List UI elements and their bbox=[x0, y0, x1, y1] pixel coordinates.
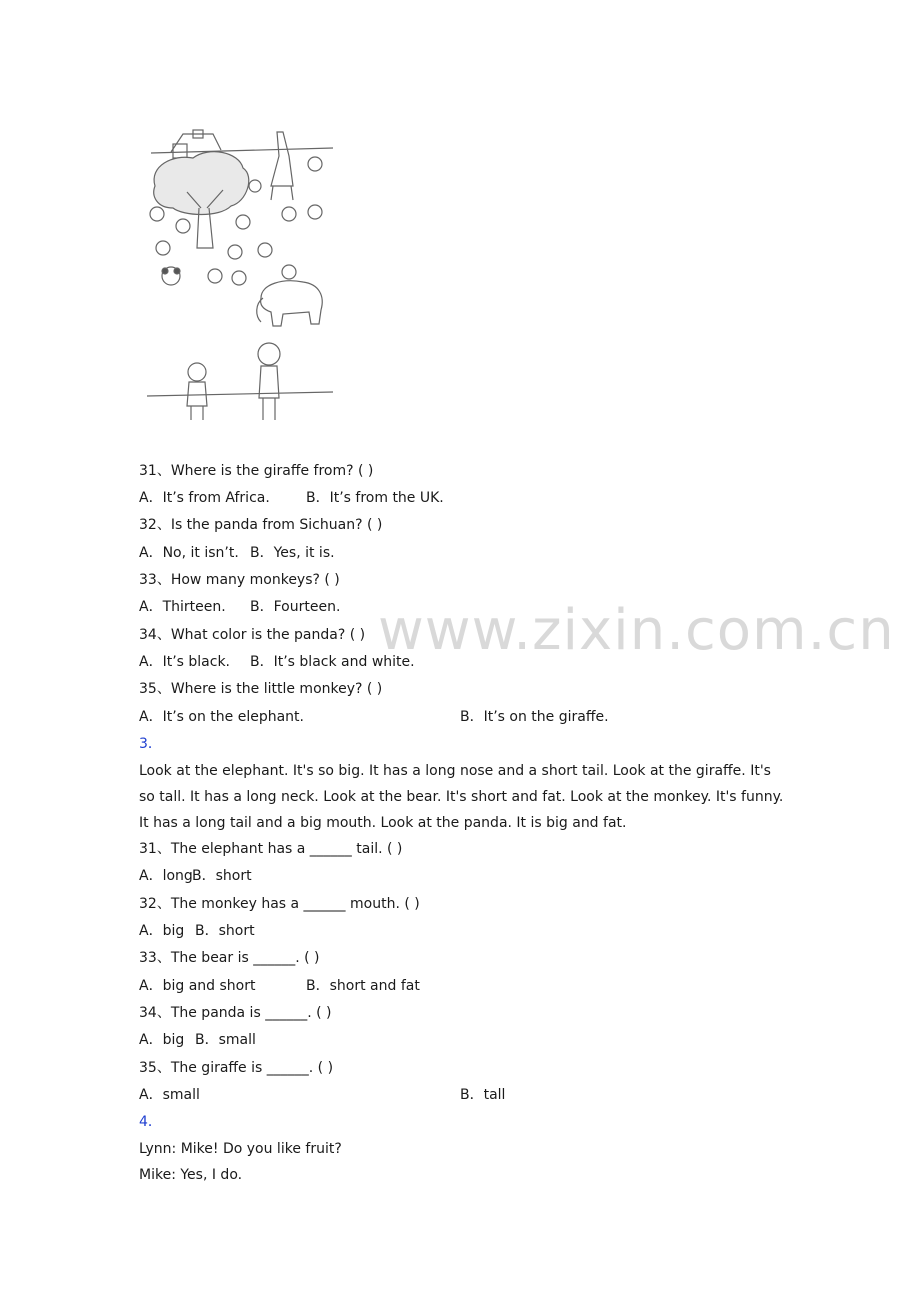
section3-passage: Look at the elephant. It's so big. It has a long nose and a short tail. Look at the giraffe. It's so tall. It has a long neck. Look at the bear. It's short and fat. Look at the monkey. It's funny. It has a long tail and a big mouth. Look at the panda. It is big and fat. bbox=[139, 763, 784, 831]
dialogue-line: Lynn: Mike! Do you like fruit? bbox=[139, 1141, 342, 1157]
option-b: B．small bbox=[195, 1032, 256, 1048]
question-32: 32、The monkey has a ______ mouth. ( ) bbox=[139, 896, 420, 912]
option-b: B．Fourteen. bbox=[250, 599, 341, 615]
option-a: A．big bbox=[139, 1032, 185, 1048]
question-33: 33、The bear is ______. ( ) bbox=[139, 950, 320, 966]
option-b: B．It’s from the UK. bbox=[306, 490, 444, 506]
option-b: B．It’s black and white. bbox=[250, 654, 415, 670]
option-a: A．It’s from Africa. bbox=[139, 490, 270, 506]
option-b: B．short bbox=[192, 868, 252, 884]
watermark: www.zixin.com.cn bbox=[378, 598, 895, 663]
question-35: 35、Where is the little monkey? ( ) bbox=[139, 681, 383, 697]
question-31: 31、Where is the giraffe from? ( ) bbox=[139, 463, 374, 479]
option-a: A．long bbox=[139, 868, 193, 884]
section4-number: 4． bbox=[139, 1114, 162, 1130]
zoo-illustration bbox=[143, 126, 339, 426]
option-a: A．big and short bbox=[139, 978, 256, 994]
option-a: A．It’s black. bbox=[139, 654, 230, 670]
option-b: B．short and fat bbox=[306, 978, 420, 994]
option-b: B．Yes, it is. bbox=[250, 545, 335, 561]
dialogue-line: Mike: Yes, I do. bbox=[139, 1167, 243, 1183]
question-34: 34、What color is the panda? ( ) bbox=[139, 627, 366, 643]
option-a: A．No, it isn’t. bbox=[139, 545, 239, 561]
question-31: 31、The elephant has a ______ tail. ( ) bbox=[139, 841, 403, 857]
question-34: 34、The panda is ______. ( ) bbox=[139, 1005, 332, 1021]
option-a: A．big bbox=[139, 923, 185, 939]
question-32: 32、Is the panda from Sichuan? ( ) bbox=[139, 517, 383, 533]
section3-number: 3． bbox=[139, 736, 162, 752]
option-a: A．It’s on the elephant. bbox=[139, 709, 304, 725]
option-b: B．short bbox=[195, 923, 255, 939]
question-33: 33、How many monkeys? ( ) bbox=[139, 572, 340, 588]
option-a: A．Thirteen. bbox=[139, 599, 226, 615]
option-b: B．tall bbox=[460, 1087, 506, 1103]
question-35: 35、The giraffe is ______. ( ) bbox=[139, 1060, 334, 1076]
option-a: A．small bbox=[139, 1087, 200, 1103]
option-b: B．It’s on the giraffe. bbox=[460, 709, 609, 725]
